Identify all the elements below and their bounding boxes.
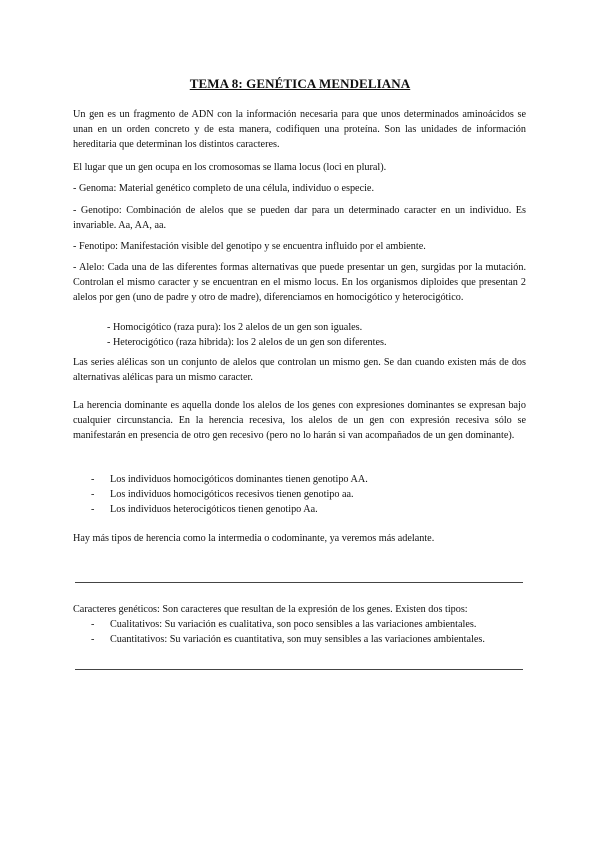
list-item [91,472,368,487]
bullet-dash: - [91,619,95,630]
list-item [91,487,354,502]
intro-paragraph [73,107,526,153]
herencia-paragraph [73,398,526,444]
genoma-paragraph [73,181,526,196]
divider [75,582,523,583]
fenotipo-paragraph [73,239,526,254]
genotipo-paragraph [73,203,526,233]
locus-paragraph [73,160,526,175]
list-item-text: Los individuos heterocigóticos tienen genotipo Aa. [110,504,318,515]
list-item [91,632,485,647]
sub-item-heterocigotico: - Heterocigótico (raza hibrida): los 2 alelos de un gen son diferentes. [107,337,387,348]
bullet-dash: - [91,474,95,485]
series-paragraph [73,355,526,385]
list-item [91,617,476,632]
alelo-text: - Alelo: Cada una de las diferentes formas alternativas que puede presentar un gen, surgidas por la mutación. Controlan el mismo caracter y se encuentran en el mismo locus. En los organismos diploides que presentan 2 alelos por gen (uno de padre y otro de madre), diferenciamos en homocigótico y heterocigótico. [73,262,526,304]
bullet-dash: - [91,504,95,515]
bullet-dash: - [91,489,95,500]
page-title: TEMA 8: GENÉTICA MENDELIANA [189,76,411,91]
list-item-text: Los individuos homocigóticos dominantes tienen genotipo AA. [110,474,368,485]
mas-tipos-text: Hay más tipos de herencia como la intermedia o codominante, ya veremos más adelante. [73,533,435,544]
herencia-text: La herencia dominante es aquella donde los alelos de los genes con expresiones dominantes se expresan bajo cualquier circunstancia. En la herencia recesiva, los alelos de un gen con expresión recesiva sólo se manifestarán en presencia de otro gen recesivo (pero no lo harán si van acompañados de un gen dominante). [73,400,526,442]
locus-text: El lugar que un gen ocupa en los cromosomas se llama locus (loci en plural). [73,162,387,173]
list-item-text: Los individuos homocigóticos recesivos tienen genotipo aa. [110,489,354,500]
intro-text: Un gen es un fragmento de ADN con la información necesaria para que unos determinados aminoácidos se unan en un orden concreto y de esta manera, codifiquen una proteína. Son las unidades de información hereditaria que determinan los distintos caracteres. [73,109,526,151]
alelo-paragraph [73,260,526,306]
list-item [91,502,318,517]
genoma-text: - Genoma: Material genético completo de una célula, individuo o especie. [73,183,374,194]
divider [75,669,523,670]
caracteres-text: Caracteres genéticos: Son caracteres que resultan de la expresión de los genes. Existen dos tipos: [73,604,468,615]
genotipo-text: - Genotipo: Combinación de alelos que se pueden dar para un determinado caracter en un individuo. Es invariable. Aa, AA, aa. [73,205,526,232]
fenotipo-text: - Fenotipo: Manifestación visible del genotipo y se encuentra influido por el ambiente. [73,241,426,252]
caracteres-paragraph [73,602,526,617]
bullet-dash: - [91,634,95,645]
list-item-text: Cuantitativos: Su variación es cuantitativa, son muy sensibles a las variaciones ambientales. [110,634,485,645]
mas-tipos-paragraph [73,531,526,546]
list-item-text: Cualitativos: Su variación es cualitativa, son poco sensibles a las variaciones ambientales. [110,619,477,630]
series-text: Las series alélicas son un conjunto de alelos que controlan un mismo gen. Se dan cuando existen más de dos alternativas alélicas para un mismo caracter. [73,357,526,384]
sub-item-homocigotico: - Homocigótico (raza pura): los 2 alelos de un gen son iguales. [107,322,363,333]
